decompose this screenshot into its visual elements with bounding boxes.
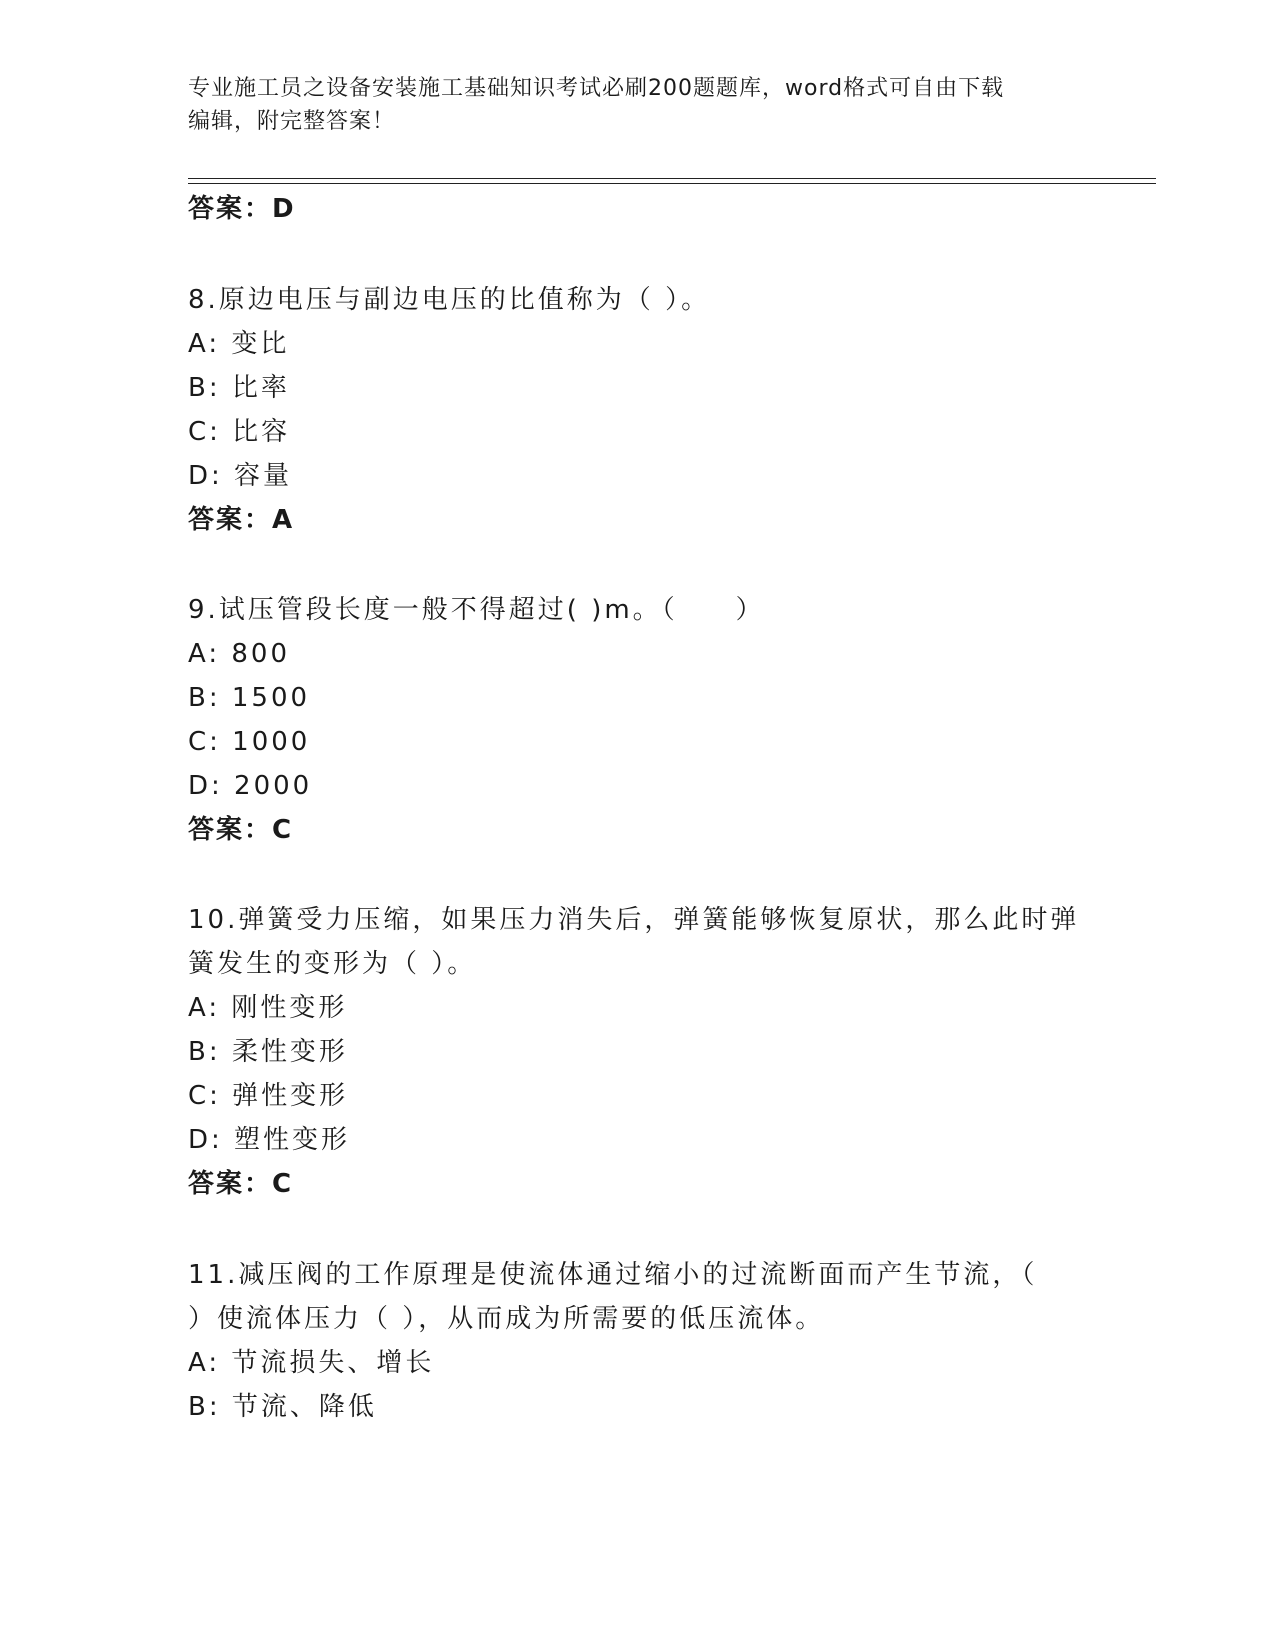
question-8-option-d: D: 容量 (188, 461, 293, 491)
question-11-stem-line-1: 11.减压阀的工作原理是使流体通过缩小的过流断面而产生节流，（ (188, 1260, 1038, 1290)
question-8-answer: 答案：A (188, 505, 295, 535)
question-9-option-a: A: 800 (188, 639, 290, 669)
question-10-stem-line-2: 簧发生的变形为（ ）。 (188, 949, 477, 979)
question-10-option-d: D: 塑性变形 (188, 1125, 351, 1155)
question-10-stem-line-1: 10.弹簧受力压缩，如果压力消失后，弹簧能够恢复原状，那么此时弹 (188, 905, 1080, 935)
question-9-answer: 答案：C (188, 815, 294, 845)
question-8-stem: 8.原边电压与副边电压的比值称为（ ）。 (188, 285, 711, 315)
question-11-option-b: B: 节流、降低 (188, 1392, 377, 1422)
question-9-stem: 9.试压管段长度一般不得超过( )m。（ ） (188, 595, 765, 625)
header-divider-bottom (188, 183, 1156, 184)
question-11-stem-line-2: ）使流体压力（ ），从而成为所需要的低压流体。 (188, 1304, 825, 1334)
question-10-option-c: C: 弹性变形 (188, 1081, 349, 1111)
question-9-option-d: D: 2000 (188, 771, 313, 801)
question-10-option-a: A: 刚性变形 (188, 993, 348, 1023)
question-8-option-b: B: 比率 (188, 373, 290, 403)
question-8-option-a: A: 变比 (188, 329, 290, 359)
question-10-option-b: B: 柔性变形 (188, 1037, 348, 1067)
question-9-option-b: B: 1500 (188, 683, 311, 713)
previous-answer: 答案：D (188, 194, 296, 224)
question-10-answer: 答案：C (188, 1169, 294, 1199)
question-11-option-a: A: 节流损失、增长 (188, 1348, 435, 1378)
header-line-1: 专业施工员之设备安装施工基础知识考试必刷200题题库，word格式可自由下载 (188, 76, 1005, 101)
question-8-option-c: C: 比容 (188, 417, 291, 447)
header-line-2: 编辑，附完整答案！ (188, 109, 396, 134)
header-divider-top (188, 178, 1156, 179)
question-9-option-c: C: 1000 (188, 727, 311, 757)
document-header (188, 72, 1088, 138)
